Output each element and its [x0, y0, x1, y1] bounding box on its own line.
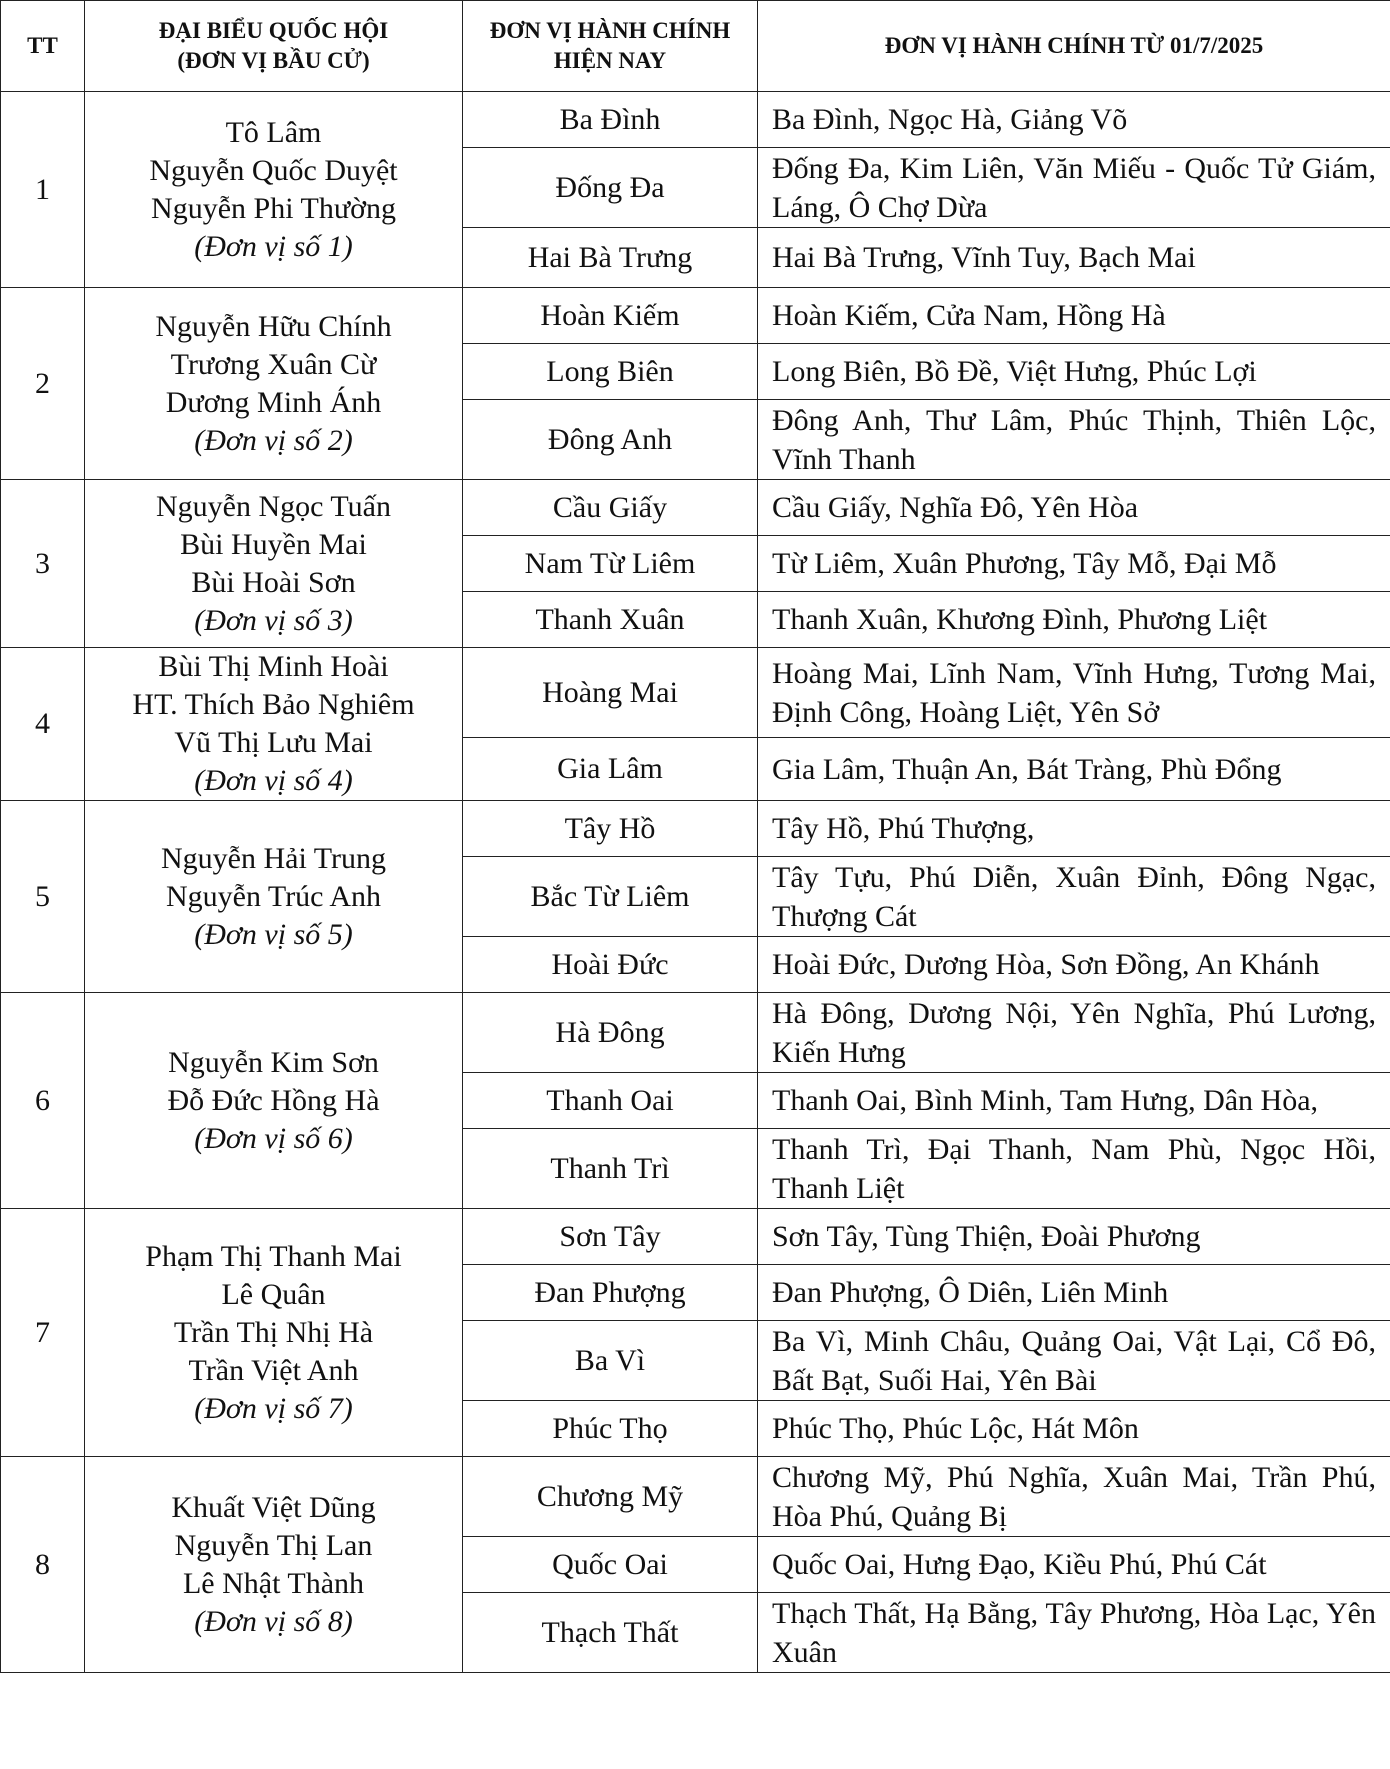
- delegate-name: Nguyễn Trúc Anh: [165, 879, 382, 913]
- electoral-unit: (Đơn vị số 3): [194, 603, 353, 637]
- electoral-unit: (Đơn vị số 2): [194, 423, 353, 457]
- delegates-cell: [85, 801, 463, 993]
- new-unit-cell: Đống Đa, Kim Liên, Văn Miếu - Quốc Tử Giám, Láng, Ô Chợ Dừa: [758, 148, 1390, 228]
- header-current-unit: [463, 1, 758, 92]
- current-unit-cell: Ba Vì: [463, 1321, 758, 1401]
- electoral-unit: (Đơn vị số 4): [194, 764, 353, 797]
- current-unit-cell: Ba Đình: [463, 92, 758, 148]
- new-unit-cell: Chương Mỹ, Phú Nghĩa, Xuân Mai, Trần Phú, Hòa Phú, Quảng Bị: [758, 1457, 1390, 1537]
- new-unit-cell: Đan Phượng, Ô Diên, Liên Minh: [758, 1265, 1390, 1321]
- table-row: [1, 288, 1390, 344]
- table-row: [1, 801, 1390, 857]
- delegate-name: Nguyễn Hữu Chính: [155, 309, 392, 343]
- new-unit-cell: Cầu Giấy, Nghĩa Đô, Yên Hòa: [758, 480, 1390, 536]
- delegate-name: Lê Quân: [221, 1277, 326, 1311]
- delegate-name: Nguyễn Phi Thường: [151, 191, 396, 225]
- electoral-unit: (Đơn vị số 1): [194, 229, 353, 263]
- current-unit-cell: Quốc Oai: [463, 1537, 758, 1593]
- row-number: 7: [1, 1209, 85, 1457]
- current-unit-cell: Long Biên: [463, 344, 758, 400]
- delegates-cell: [85, 92, 463, 288]
- delegate-name: Phạm Thị Thanh Mai: [145, 1239, 402, 1273]
- new-unit-cell: Hoàng Mai, Lĩnh Nam, Vĩnh Hưng, Tương Mai, Định Công, Hoàng Liệt, Yên Sở: [758, 648, 1390, 738]
- row-number: 1: [1, 92, 85, 288]
- delegate-name: Bùi Hoài Sơn: [191, 565, 356, 599]
- delegates-cell: [85, 1457, 463, 1673]
- current-unit-cell: Đống Đa: [463, 148, 758, 228]
- current-unit-cell: Hoàn Kiếm: [463, 288, 758, 344]
- header-delegates-line2: (ĐƠN VỊ BẦU CỬ): [177, 48, 370, 73]
- delegate-name: Đỗ Đức Hồng Hà: [167, 1083, 380, 1117]
- new-unit-cell: Từ Liêm, Xuân Phương, Tây Mỗ, Đại Mỗ: [758, 536, 1390, 592]
- row-number: 8: [1, 1457, 85, 1673]
- new-unit-cell: Đông Anh, Thư Lâm, Phúc Thịnh, Thiên Lộc, Vĩnh Thanh: [758, 400, 1390, 480]
- delegate-name: HT. Thích Bảo Nghiêm: [132, 688, 415, 721]
- current-unit-cell: Cầu Giấy: [463, 480, 758, 536]
- delegate-name: Nguyễn Hải Trung: [160, 841, 386, 875]
- electoral-unit: (Đơn vị số 6): [194, 1121, 353, 1155]
- current-unit-cell: Hai Bà Trưng: [463, 228, 758, 288]
- new-unit-cell: Thanh Xuân, Khương Đình, Phương Liệt: [758, 592, 1390, 648]
- table-row: [1, 480, 1390, 536]
- new-unit-cell: Thanh Oai, Bình Minh, Tam Hưng, Dân Hòa,: [758, 1073, 1390, 1129]
- table-row: [1, 1209, 1390, 1265]
- current-unit-cell: Phúc Thọ: [463, 1401, 758, 1457]
- delegate-name: Vũ Thị Lưu Mai: [174, 726, 373, 759]
- delegate-name: Bùi Thị Minh Hoài: [158, 650, 389, 683]
- table-row: [1, 92, 1390, 148]
- delegate-name: Tô Lâm: [225, 115, 322, 149]
- delegates-cell: [85, 648, 463, 801]
- current-unit-cell: Hà Đông: [463, 993, 758, 1073]
- delegate-name: Bùi Huyền Mai: [180, 527, 367, 561]
- current-unit-cell: Thạch Thất: [463, 1593, 758, 1673]
- new-unit-cell: Quốc Oai, Hưng Đạo, Kiều Phú, Phú Cát: [758, 1537, 1390, 1593]
- row-number: 4: [1, 648, 85, 801]
- delegate-name: Trần Việt Anh: [188, 1353, 359, 1387]
- new-unit-cell: Thanh Trì, Đại Thanh, Nam Phù, Ngọc Hồi, Thanh Liệt: [758, 1129, 1390, 1209]
- new-unit-cell: Gia Lâm, Thuận An, Bát Tràng, Phù Đổng: [758, 738, 1390, 801]
- delegate-name: Nguyễn Quốc Duyệt: [149, 153, 398, 187]
- delegate-name: Nguyễn Thị Lan: [174, 1528, 373, 1562]
- current-unit-cell: Thanh Oai: [463, 1073, 758, 1129]
- delegate-name: Trương Xuân Cừ: [170, 347, 377, 381]
- new-unit-cell: Ba Đình, Ngọc Hà, Giảng Võ: [758, 92, 1390, 148]
- delegate-name: Dương Minh Ánh: [165, 385, 382, 419]
- current-unit-cell: Đan Phượng: [463, 1265, 758, 1321]
- delegate-name: Nguyễn Kim Sơn: [168, 1045, 379, 1079]
- current-unit-cell: Bắc Từ Liêm: [463, 857, 758, 937]
- table-row: [1, 1457, 1390, 1537]
- header-current-line2: HIỆN NAY: [553, 48, 667, 73]
- current-unit-cell: Gia Lâm: [463, 738, 758, 801]
- new-unit-cell: Hoàn Kiếm, Cửa Nam, Hồng Hà: [758, 288, 1390, 344]
- table-header-row: [1, 1, 1390, 92]
- delegates-cell: [85, 480, 463, 648]
- current-unit-cell: Chương Mỹ: [463, 1457, 758, 1537]
- header-delegates: [85, 1, 463, 92]
- current-unit-cell: Hoài Đức: [463, 937, 758, 993]
- delegate-name: Trần Thị Nhị Hà: [173, 1315, 374, 1349]
- new-unit-cell: Tây Tựu, Phú Diễn, Xuân Đỉnh, Đông Ngạc, Thượng Cát: [758, 857, 1390, 937]
- row-number: 2: [1, 288, 85, 480]
- delegates-cell: [85, 1209, 463, 1457]
- current-unit-cell: Hoàng Mai: [463, 648, 758, 738]
- delegates-cell: [85, 993, 463, 1209]
- table-row: [1, 648, 1390, 738]
- new-unit-cell: Thạch Thất, Hạ Bằng, Tây Phương, Hòa Lạc, Yên Xuân: [758, 1593, 1390, 1673]
- new-unit-cell: Ba Vì, Minh Châu, Quảng Oai, Vật Lại, Cổ Đô, Bất Bạt, Suối Hai, Yên Bài: [758, 1321, 1390, 1401]
- delegate-name: Nguyễn Ngọc Tuấn: [155, 489, 391, 523]
- delegate-name: Khuất Việt Dũng: [171, 1490, 376, 1524]
- table-row: [1, 993, 1390, 1073]
- current-unit-cell: Thanh Xuân: [463, 592, 758, 648]
- electoral-unit: (Đơn vị số 7): [194, 1391, 353, 1425]
- new-unit-cell: Hai Bà Trưng, Vĩnh Tuy, Bạch Mai: [758, 228, 1390, 288]
- header-tt: TT: [1, 1, 85, 92]
- current-unit-cell: Sơn Tây: [463, 1209, 758, 1265]
- new-unit-cell: Long Biên, Bồ Đề, Việt Hưng, Phúc Lợi: [758, 344, 1390, 400]
- current-unit-cell: Thanh Trì: [463, 1129, 758, 1209]
- new-unit-cell: Hoài Đức, Dương Hòa, Sơn Đồng, An Khánh: [758, 937, 1390, 993]
- header-current-line1: ĐƠN VỊ HÀNH CHÍNH: [489, 18, 731, 43]
- header-new-unit: ĐƠN VỊ HÀNH CHÍNH TỪ 01/7/2025: [758, 1, 1390, 92]
- delegate-name: Lê Nhật Thành: [182, 1566, 365, 1600]
- current-unit-cell: Đông Anh: [463, 400, 758, 480]
- new-unit-cell: Sơn Tây, Tùng Thiện, Đoài Phương: [758, 1209, 1390, 1265]
- electoral-unit: (Đơn vị số 5): [194, 917, 353, 951]
- new-unit-cell: Hà Đông, Dương Nội, Yên Nghĩa, Phú Lương, Kiến Hưng: [758, 993, 1390, 1073]
- new-unit-cell: Tây Hồ, Phú Thượng,: [758, 801, 1390, 857]
- new-unit-cell: Phúc Thọ, Phúc Lộc, Hát Môn: [758, 1401, 1390, 1457]
- row-number: 3: [1, 480, 85, 648]
- row-number: 5: [1, 801, 85, 993]
- delegates-cell: [85, 288, 463, 480]
- row-number: 6: [1, 993, 85, 1209]
- current-unit-cell: Tây Hồ: [463, 801, 758, 857]
- header-delegates-line1: ĐẠI BIỂU QUỐC HỘI: [158, 18, 389, 43]
- electoral-unit: (Đơn vị số 8): [194, 1604, 353, 1638]
- current-unit-cell: Nam Từ Liêm: [463, 536, 758, 592]
